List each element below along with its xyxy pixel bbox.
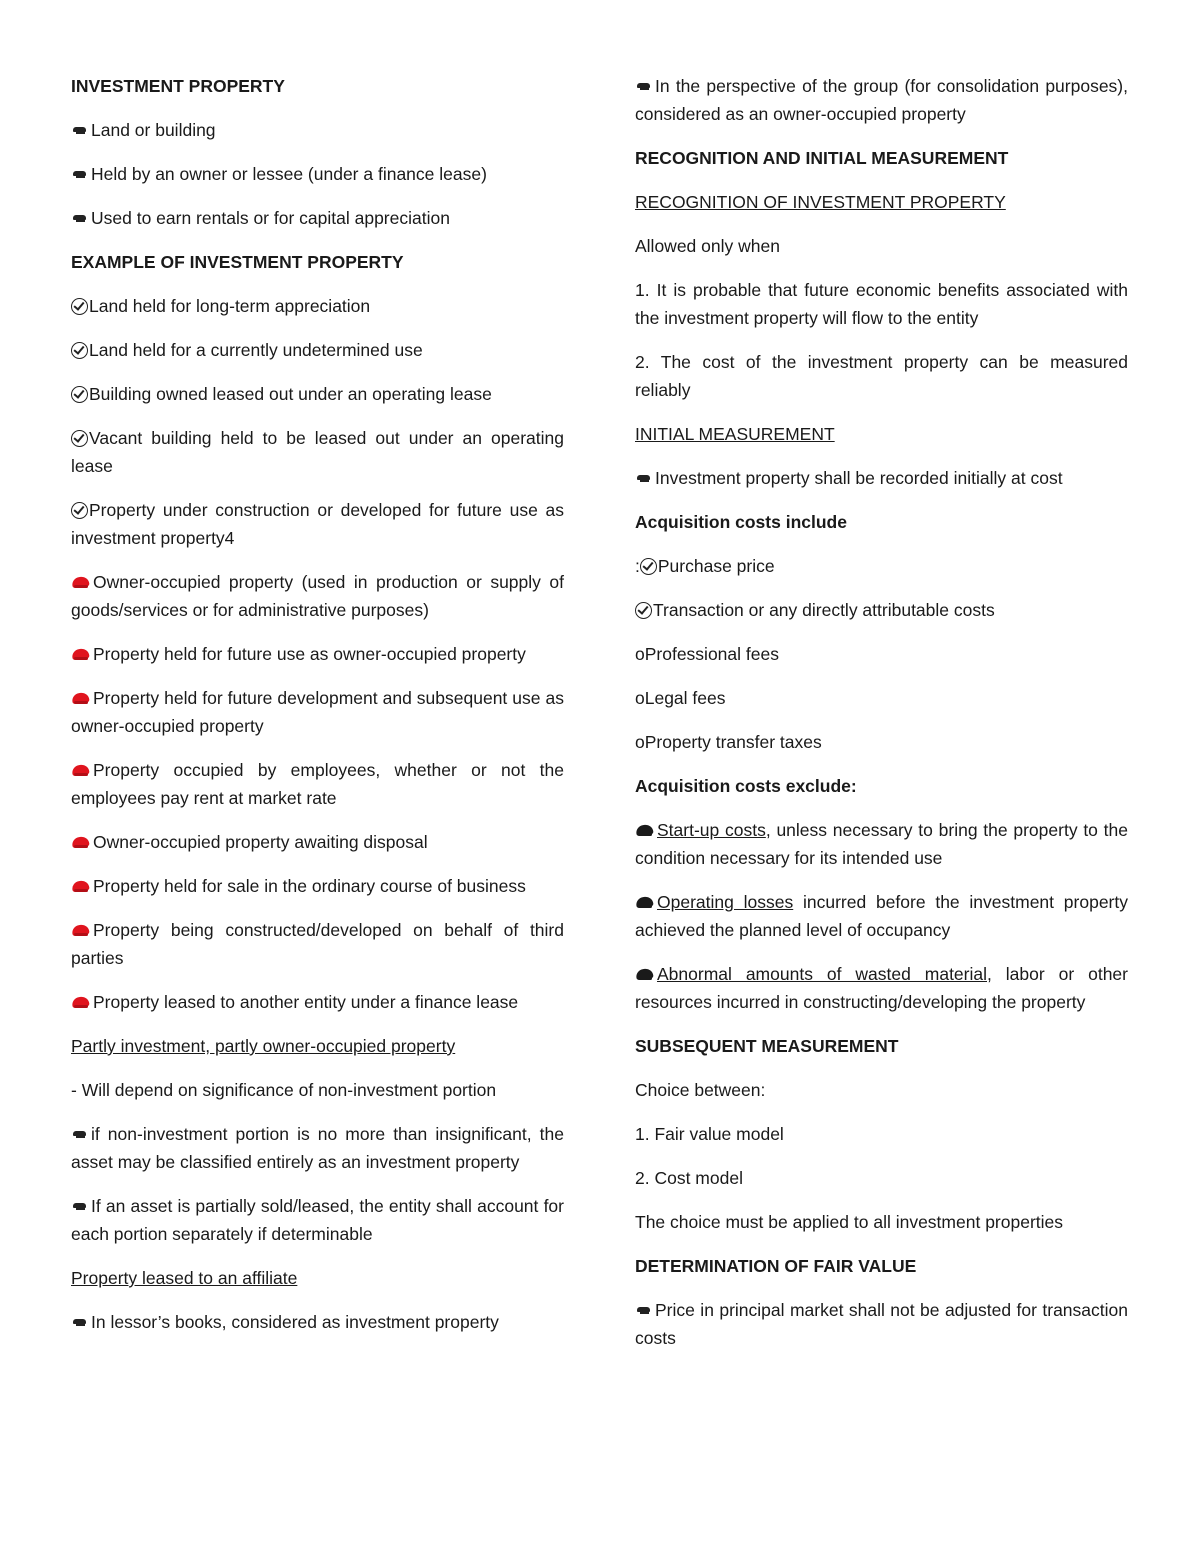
non-example-item: Owner-occupied property awaiting disposal <box>71 828 564 856</box>
heading-recognition: RECOGNITION AND INITIAL MEASUREMENT <box>635 148 1009 168</box>
non-example-item: Property held for future use as owner-occupied property <box>71 640 564 668</box>
dark-x-icon <box>635 823 655 837</box>
model-item: 1. Fair value model <box>635 1124 784 1144</box>
include-subitem: oProperty transfer taxes <box>635 732 822 752</box>
exclude-item: Abnormal amounts of wasted material, labor or other resources incurred in constructing/developing the property <box>635 964 1128 1012</box>
red-x-icon <box>71 691 91 705</box>
heading-acquisition-include: Acquisition costs include <box>635 512 847 532</box>
red-x-icon <box>71 763 91 777</box>
example-item: Land held for long-term appreciation <box>71 292 564 320</box>
include-item: Transaction or any directly attributable costs <box>635 596 1128 624</box>
definition-item: Held by an owner or lessee (under a finance lease) <box>71 160 564 188</box>
non-example-item: Property occupied by employees, whether or not the employees pay rent at market rate <box>71 760 564 808</box>
right-column <box>635 72 1128 1368</box>
red-x-icon <box>71 923 91 937</box>
dash-bullet-icon <box>71 167 89 181</box>
non-example-item: Property held for future development and subsequent use as owner-occupied property <box>71 688 564 736</box>
subheading-initial-measurement: INITIAL MEASUREMENT <box>635 424 835 444</box>
model-item: 2. Cost model <box>635 1168 743 1188</box>
red-x-icon <box>71 995 91 1009</box>
include-subitem: oLegal fees <box>635 688 726 708</box>
dark-x-icon <box>635 967 655 981</box>
condition-item: 2. The cost of the investment property can be measured reliably <box>635 352 1128 400</box>
check-circle-icon <box>71 298 88 315</box>
check-circle-icon <box>71 386 88 403</box>
heading-investment-property: INVESTMENT PROPERTY <box>71 76 285 96</box>
include-subitem: oProfessional fees <box>635 644 779 664</box>
include-item: : Purchase price <box>635 556 775 576</box>
partly-note: - Will depend on significance of non-investment portion <box>71 1080 497 1100</box>
dash-bullet-icon <box>71 1315 89 1329</box>
affiliate-item: In the perspective of the group (for consolidation purposes), considered as an owner-occupied property <box>635 76 1128 124</box>
partly-item: if non-investment portion is no more than insignificant, the asset may be classified entirely as an investment property <box>71 1124 564 1172</box>
dash-bullet-icon <box>71 1127 89 1141</box>
definition-item: Land or building <box>71 116 564 144</box>
red-x-icon <box>71 647 91 661</box>
dash-bullet-icon <box>71 211 89 225</box>
definition-item: Used to earn rentals or for capital appreciation <box>71 204 564 232</box>
check-circle-icon <box>640 558 657 575</box>
choice-text: Choice between: <box>635 1080 766 1100</box>
dash-bullet-icon <box>71 1199 89 1213</box>
dash-bullet-icon <box>635 79 653 93</box>
example-item: Building owned leased out under an operating lease <box>71 380 564 408</box>
heading-examples: EXAMPLE OF INVESTMENT PROPERTY <box>71 252 404 272</box>
exclude-item: Operating losses incurred before the investment property achieved the planned level of occupancy <box>635 892 1128 940</box>
red-x-icon <box>71 575 91 589</box>
left-column <box>71 72 564 1352</box>
heading-affiliate: Property leased to an affiliate <box>71 1268 298 1288</box>
dash-bullet-icon <box>635 471 653 485</box>
example-item: Land held for a currently undetermined use <box>71 336 564 364</box>
subheading-recognition: RECOGNITION OF INVESTMENT PROPERTY <box>635 192 1006 212</box>
non-example-item: Property leased to another entity under a finance lease <box>71 988 564 1016</box>
red-x-icon <box>71 835 91 849</box>
check-circle-icon <box>71 502 88 519</box>
check-circle-icon <box>71 430 88 447</box>
non-example-item: Owner-occupied property (used in production or supply of goods/services or for administrative purposes) <box>71 572 564 620</box>
dash-bullet-icon <box>635 1303 653 1317</box>
check-circle-icon <box>71 342 88 359</box>
non-example-item: Property held for sale in the ordinary course of business <box>71 872 564 900</box>
dash-bullet-icon <box>71 123 89 137</box>
exclude-item: Start-up costs, unless necessary to bring the property to the condition necessary for its intended use <box>635 820 1128 868</box>
partly-item: If an asset is partially sold/leased, the entity shall account for each portion separately if determinable <box>71 1196 564 1244</box>
affiliate-item: In lessor’s books, considered as investment property <box>71 1308 564 1336</box>
heading-fair-value: DETERMINATION OF FAIR VALUE <box>635 1256 917 1276</box>
heading-partly-investment: Partly investment, partly owner-occupied property <box>71 1036 456 1056</box>
heading-subsequent: SUBSEQUENT MEASUREMENT <box>635 1036 899 1056</box>
non-example-item: Property being constructed/developed on behalf of third parties <box>71 920 564 968</box>
condition-item: 1. It is probable that future economic benefits associated with the investment property will flow to the entity <box>635 280 1128 328</box>
fair-value-item: Price in principal market shall not be adjusted for transaction costs <box>635 1300 1128 1348</box>
dark-x-icon <box>635 895 655 909</box>
check-circle-icon <box>635 602 652 619</box>
example-item: Vacant building held to be leased out under an operating lease <box>71 428 564 476</box>
allowed-text: Allowed only when <box>635 236 780 256</box>
example-item: Property under construction or developed for future use as investment property4 <box>71 500 564 548</box>
choice-note: The choice must be applied to all investment properties <box>635 1212 1064 1232</box>
red-x-icon <box>71 879 91 893</box>
heading-acquisition-exclude: Acquisition costs exclude: <box>635 776 857 796</box>
initial-item: Investment property shall be recorded initially at cost <box>635 464 1128 492</box>
